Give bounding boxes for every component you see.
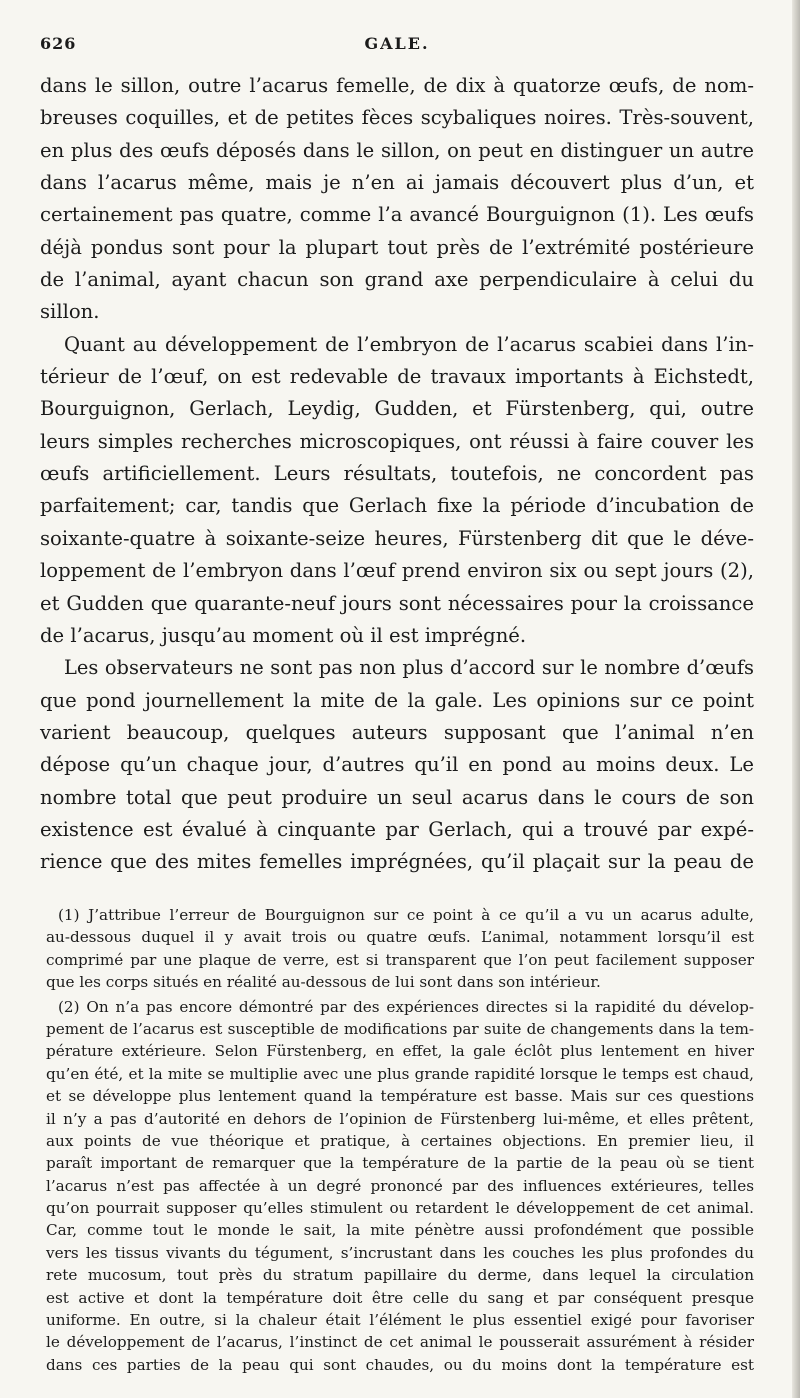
text-line: parfaitement; car, tandis que Gerlach fixe la période d’incubation de <box>40 494 754 518</box>
page-edge-shadow <box>792 0 800 1398</box>
text-line: Les observateurs ne sont pas non plus d’accord sur le nombre d’œufs <box>64 656 754 680</box>
text-line: Quant au développement de l’embryon de l’acarus scabiei dans l’in- <box>64 332 754 356</box>
text-line: existence est évalué à cinquante par Gerlach, qui a trouvé par expé- <box>40 817 754 841</box>
text-line: leurs simples recherches microscopiques, ont réussi à faire couver les <box>40 429 754 453</box>
footnote-line: est active et dont la température doit être celle du sang et par conséquent presque <box>46 1288 754 1307</box>
footnote-line: dans ces parties de la peau qui sont chaudes, ou du moins dont la température est <box>46 1355 754 1374</box>
paragraph <box>40 329 754 652</box>
footnote-line: rete mucosum, tout près du stratum papillaire du derme, dans lequel la circulation <box>46 1266 754 1285</box>
footnote-line: le développement de l’acarus, l’instinct de cet animal le pousserait assurément à résider <box>46 1333 754 1352</box>
text-line: sillon. <box>40 300 100 324</box>
footnote-line: et se développe plus lentement quand la température est basse. Mais sur ces questions <box>46 1087 754 1106</box>
text-line: dans le sillon, outre l’acarus femelle, de dix à quatorze œufs, de nom- <box>40 74 754 97</box>
page-number: 626 <box>40 34 77 53</box>
text-line: de l’animal, ayant chacun son grand axe perpendiculaire à celui du <box>40 268 754 292</box>
text-line: nombre total que peut produire un seul acarus dans le cours de son <box>40 785 754 809</box>
text-line: dépose qu’un chaque jour, d’autres qu’il en pond au moins deux. Le <box>40 753 754 777</box>
footnote <box>46 904 754 994</box>
footnote-line: vers les tissus vivants du tégument, s’incrustant dans les couches les plus profondes du <box>46 1243 754 1262</box>
footnote-line: paraît important de remarquer que la température de la partie de la peau où se tient <box>46 1154 754 1173</box>
body-text <box>40 70 754 879</box>
paragraph <box>40 652 754 878</box>
text-line: certainement pas quatre, comme l’a avancé Bourguignon (1). Les œufs <box>40 203 754 227</box>
footnote-line: qu’on pourrait supposer qu’elles stimulent ou retardent le développement de cet animal. <box>46 1199 754 1218</box>
text-line: œufs artificiellement. Leurs résultats, toutefois, ne concordent pas <box>40 462 754 486</box>
text-line: en plus des œufs déposés dans le sillon, on peut en distinguer un autre <box>40 138 754 162</box>
footnotes <box>46 904 754 1376</box>
text-line: rience que des mites femelles imprégnées, qu’il plaçait sur la peau de <box>40 850 754 874</box>
footnote-line: (1) J’attribue l’erreur de Bourguignon sur ce point à ce qu’il a vu un acarus adulte, <box>58 906 754 924</box>
footnote-line: (2) On n’a pas encore démontré par des expériences directes si la rapidité du dévelop- <box>58 997 754 1016</box>
text-line: Bourguignon, Gerlach, Leydig, Gudden, et Fürstenberg, qui, outre <box>40 397 754 421</box>
text-line: breuses coquilles, et de petites fèces scybaliques noires. Très-souvent, <box>40 106 754 130</box>
footnote-line: pement de l’acarus est susceptible de modifications par suite de changements dans la tem- <box>46 1019 754 1038</box>
footnote-line: Car, comme tout le monde le sait, la mite pénètre aussi profondément que possible <box>46 1221 754 1240</box>
text-line: soixante-quatre à soixante-seize heures, Fürstenberg dit que le déve- <box>40 526 754 550</box>
text-line: loppement de l’embryon dans l’œuf prend environ six ou sept jours (2), <box>40 559 754 583</box>
footnote-line: comprimé par une plaque de verre, est si transparent que l’on peut facilement supposer <box>46 950 754 969</box>
footnote-line: il n’y a pas d’autorité en dehors de l’opinion de Fürstenberg lui-même, et elles prêtent, <box>46 1109 754 1128</box>
footnote <box>46 996 754 1377</box>
running-head: GALE. <box>364 34 430 53</box>
text-line: dans l’acarus même, mais je n’en ai jamais découvert plus d’un, et <box>40 171 754 195</box>
text-line: térieur de l’œuf, on est redevable de travaux importants à Eichstedt, <box>40 365 754 389</box>
footnote-line: que les corps situés en réalité au-dessous de lui sont dans son intérieur. <box>46 973 601 992</box>
footnote-line: pérature extérieure. Selon Fürstenberg, en effet, la gale éclôt plus lentement en hiver <box>46 1042 754 1061</box>
text-line: de l’acarus, jusqu’au moment où il est imprégné. <box>40 623 527 647</box>
text-line: et Gudden que quarante-neuf jours sont nécessaires pour la croissance <box>40 591 754 615</box>
page-header <box>40 34 754 60</box>
text-line: que pond journellement la mite de la gale. Les opinions sur ce point <box>40 688 754 712</box>
footnote-line: aux points de vue théorique et pratique, à certaines objections. En premier lieu, il <box>46 1131 754 1150</box>
footnote-line: l’acarus n’est pas affectée à un degré prononcé par des influences extérieures, telles <box>46 1176 754 1195</box>
footnote-line: uniforme. En outre, si la chaleur était l’élément le plus essentiel exigé pour favoriser <box>46 1311 754 1330</box>
text-line: déjà pondus sont pour la plupart tout près de l’extrémité postérieure <box>40 235 754 259</box>
paragraph <box>40 70 754 329</box>
footnote-line: au-dessous duquel il y avait trois ou quatre œufs. L’animal, notamment lorsqu’il est <box>46 928 754 947</box>
text-line: varient beaucoup, quelques auteurs supposant que l’animal n’en <box>40 720 754 744</box>
footnote-line: qu’en été, et la mite se multiplie avec une plus grande rapidité lorsque le temps est chaud, <box>46 1064 754 1083</box>
